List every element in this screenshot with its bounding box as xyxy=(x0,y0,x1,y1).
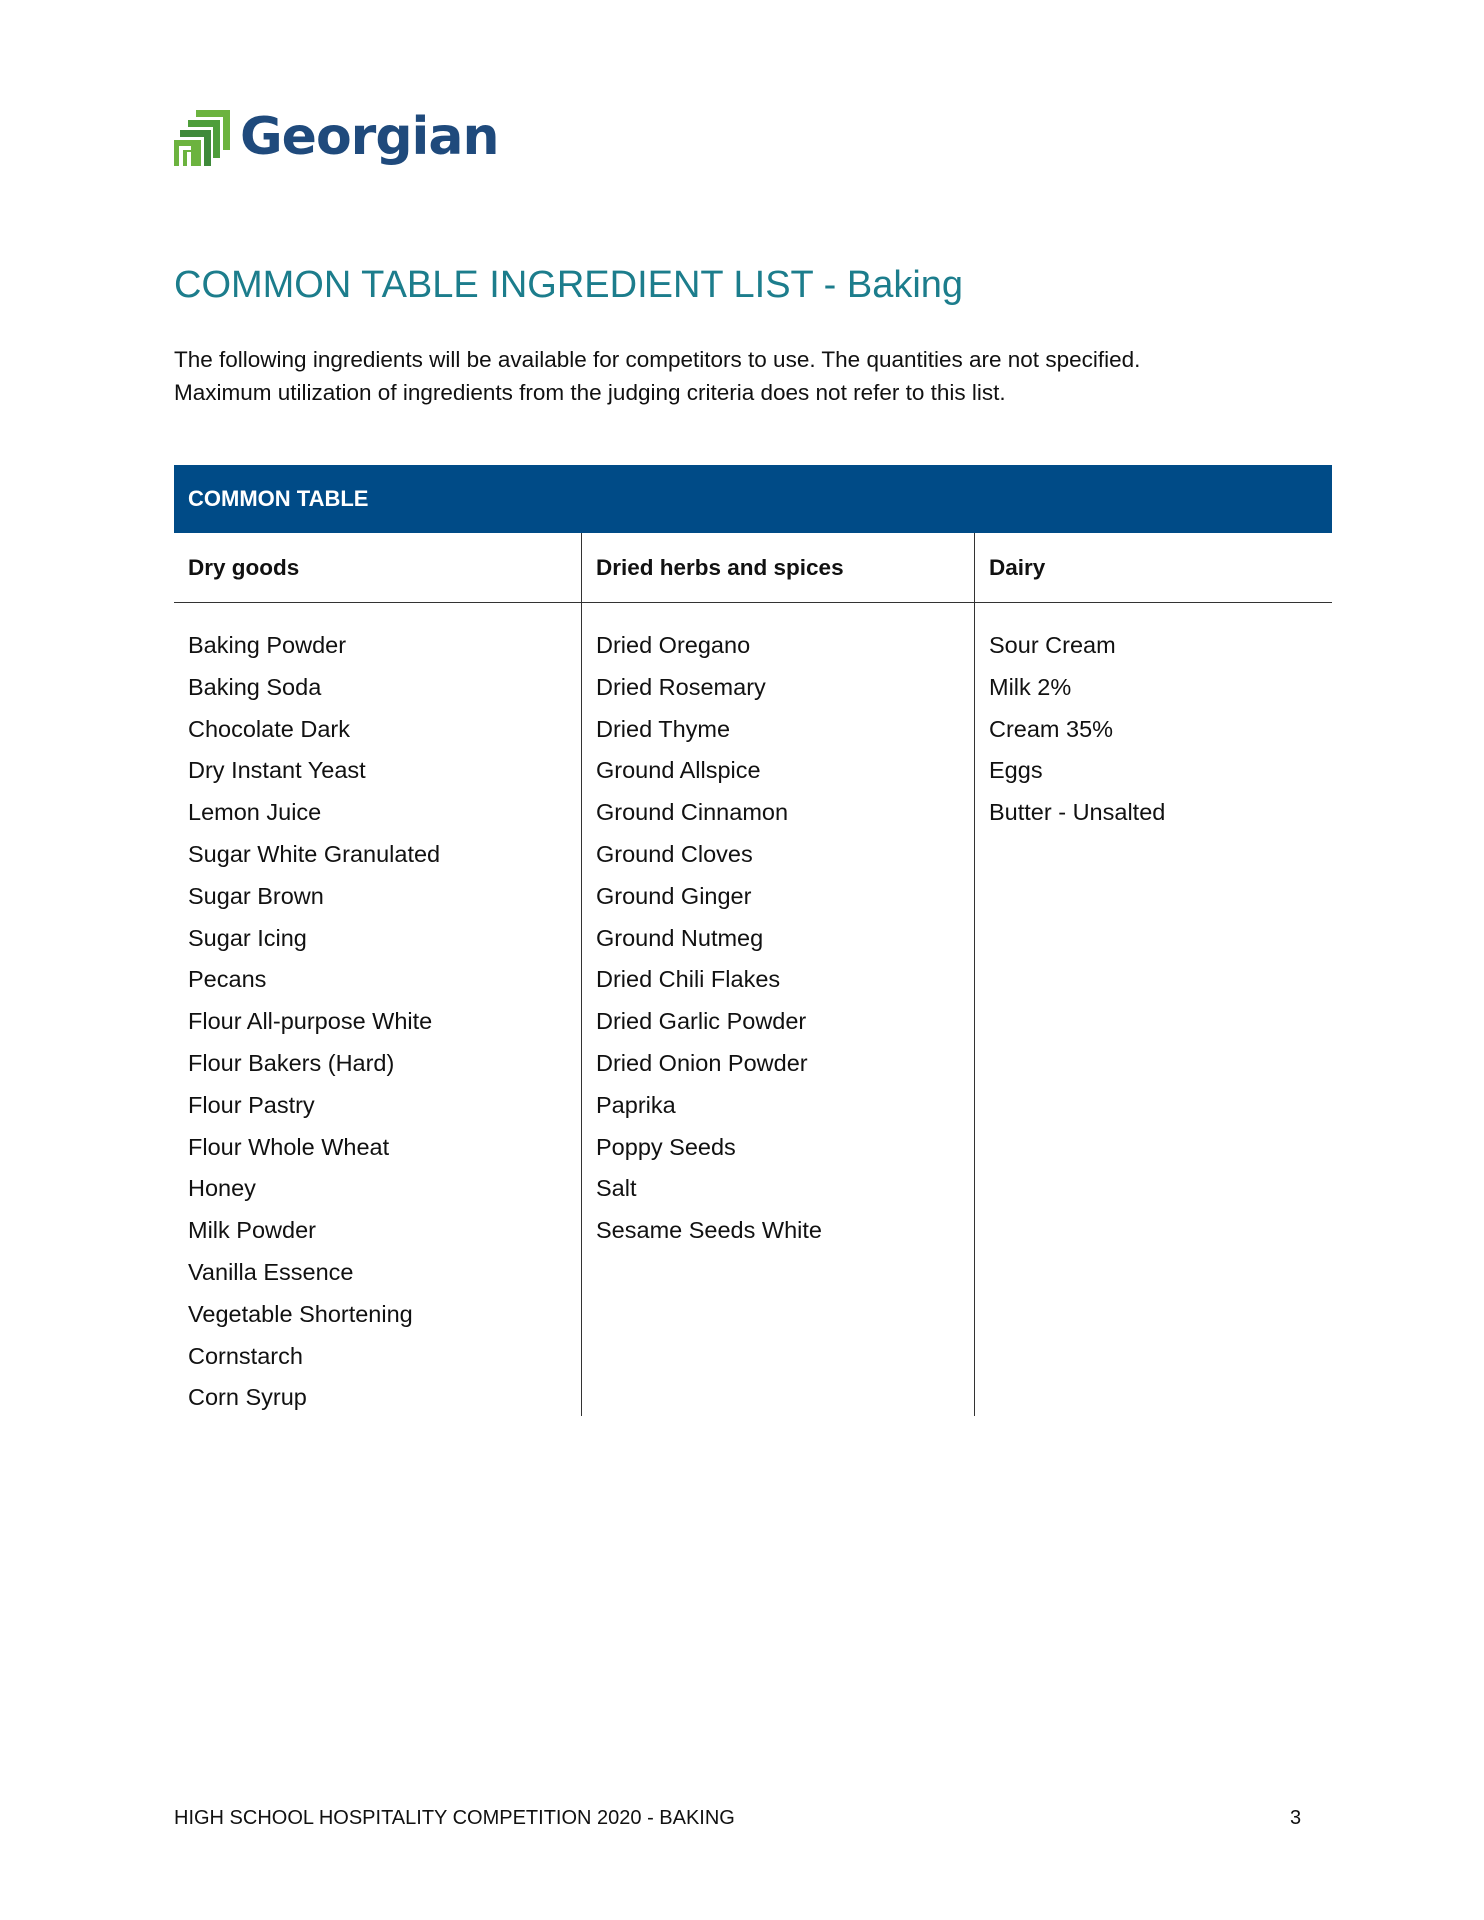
georgian-logo-icon xyxy=(174,110,232,168)
column-header: Dairy xyxy=(975,533,1332,603)
ingredient-item: Baking Powder xyxy=(188,632,347,658)
ingredient-item: Cream 35% xyxy=(989,715,1114,742)
ingredient-item: Ground Cinnamon xyxy=(596,799,789,826)
intro-line-1: The following ingredients will be available for competitors to use. The quantities are not specified. xyxy=(174,347,1141,372)
column-items xyxy=(596,603,974,1416)
ingredient-item: Ground Cloves xyxy=(596,840,753,867)
ingredient-item: Pecans xyxy=(188,966,267,993)
ingredient-item: Sour Cream xyxy=(989,632,1116,658)
ingredient-item: Dried Thyme xyxy=(596,715,731,742)
column-items xyxy=(188,603,581,1416)
ingredient-item: Eggs xyxy=(989,757,1043,784)
ingredient-item: Ground Nutmeg xyxy=(596,924,764,951)
ingredient-item: Paprika xyxy=(596,1091,676,1118)
ingredient-item: Flour Pastry xyxy=(188,1091,315,1118)
column-dairy xyxy=(974,533,1332,1416)
column-header: Dried herbs and spices xyxy=(582,533,974,603)
ingredient-item: Cornstarch xyxy=(188,1342,303,1369)
ingredient-item: Sugar Icing xyxy=(188,924,307,951)
ingredient-item: Dried Chili Flakes xyxy=(596,966,781,993)
ingredient-table xyxy=(174,465,1332,1416)
ingredient-item: Dried Garlic Powder xyxy=(596,1008,807,1035)
ingredient-item: Corn Syrup xyxy=(188,1384,307,1411)
ingredient-item: Flour Bakers (Hard) xyxy=(188,1049,395,1076)
ingredient-item: Lemon Juice xyxy=(188,799,322,826)
ingredient-item: Poppy Seeds xyxy=(596,1133,736,1160)
ingredient-item: Dried Oregano xyxy=(596,632,751,658)
ingredient-item: Butter - Unsalted xyxy=(989,799,1166,826)
ingredient-item: Flour Whole Wheat xyxy=(188,1133,390,1160)
column-dried-herbs xyxy=(581,533,974,1416)
table-banner: COMMON TABLE xyxy=(174,465,1332,533)
georgian-logo xyxy=(174,104,498,174)
table-columns xyxy=(174,533,1332,1416)
ingredient-item: Dried Rosemary xyxy=(596,673,766,700)
ingredient-item: Salt xyxy=(596,1175,637,1202)
intro-paragraph xyxy=(174,343,1334,409)
ingredient-item: Sugar White Granulated xyxy=(188,840,441,867)
ingredient-item: Sesame Seeds White xyxy=(596,1217,822,1244)
ingredient-item: Ground Allspice xyxy=(596,757,761,784)
ingredient-item: Milk Powder xyxy=(188,1217,316,1244)
ingredient-item: Sugar Brown xyxy=(188,882,324,909)
column-dry-goods xyxy=(174,533,581,1416)
footer-text: HIGH SCHOOL HOSPITALITY COMPETITION 2020 - BAKING xyxy=(174,1807,735,1829)
column-items xyxy=(989,603,1332,1416)
intro-line-2: Maximum utilization of ingredients from the judging criteria does not refer to this list. xyxy=(174,380,1006,405)
ingredient-item: Dried Onion Powder xyxy=(596,1049,808,1076)
ingredient-item: Dry Instant Yeast xyxy=(188,757,366,784)
ingredient-item: Vegetable Shortening xyxy=(188,1300,413,1327)
ingredient-item: Milk 2% xyxy=(989,673,1072,700)
ingredient-item: Baking Soda xyxy=(188,673,322,700)
column-header: Dry goods xyxy=(174,533,581,603)
logo-wordmark: Georgian xyxy=(240,107,499,167)
page-title: COMMON TABLE INGREDIENT LIST - Baking xyxy=(174,264,964,306)
ingredient-item: Chocolate Dark xyxy=(188,715,350,742)
ingredient-item: Ground Ginger xyxy=(596,882,752,909)
ingredient-item: Vanilla Essence xyxy=(188,1258,354,1285)
page-number: 3 xyxy=(1290,1807,1302,1829)
ingredient-item: Honey xyxy=(188,1175,256,1202)
ingredient-item: Flour All-purpose White xyxy=(188,1008,433,1035)
